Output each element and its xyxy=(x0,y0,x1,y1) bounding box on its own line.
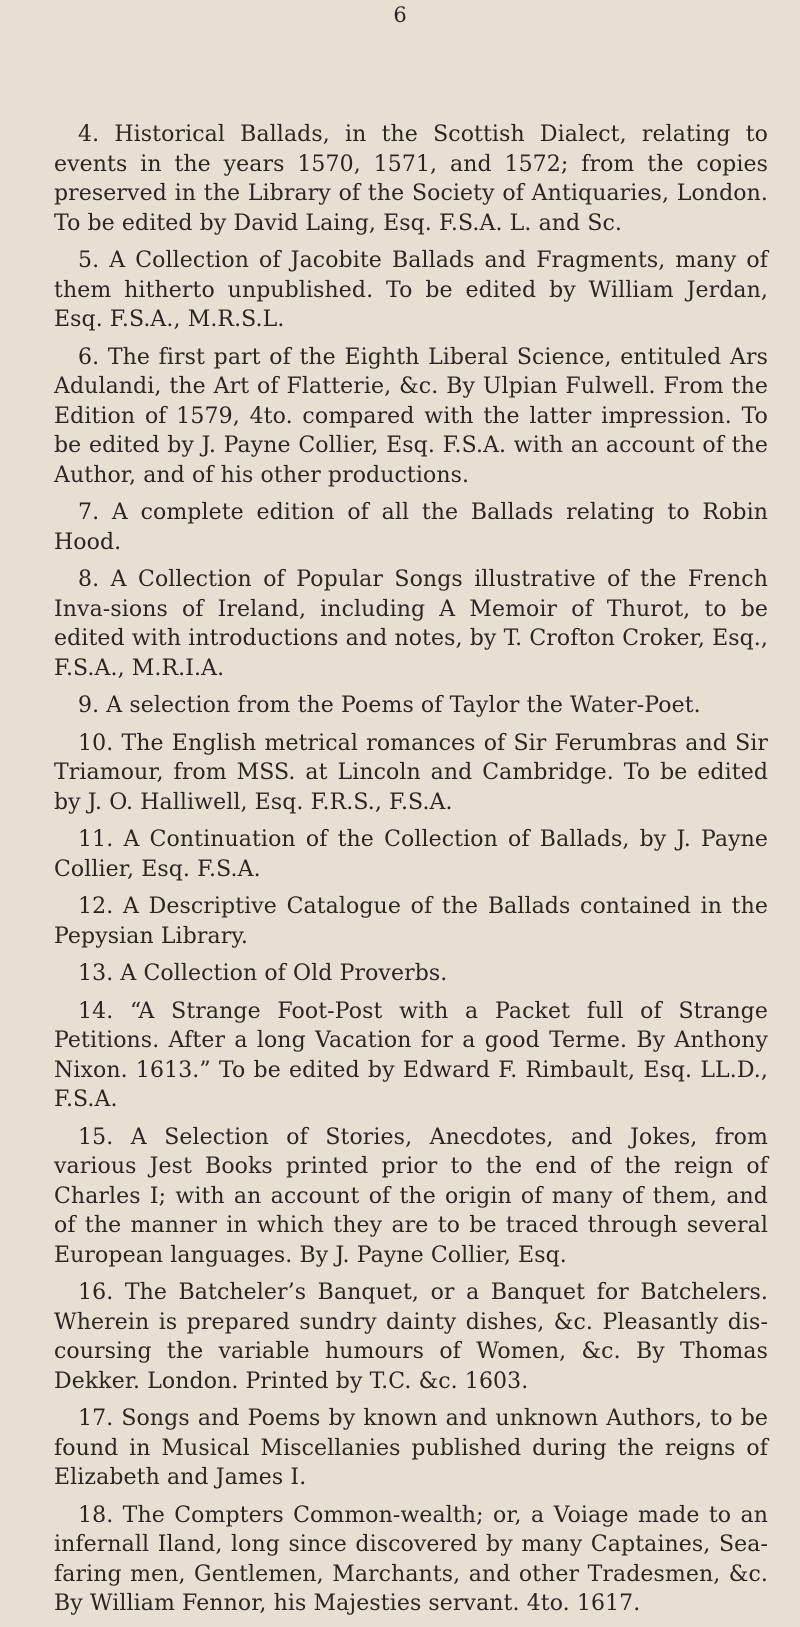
page-number: 6 xyxy=(393,3,407,27)
list-item: 17. Songs and Poems by known and unknown Authors, to be found in Musical Miscellanies published during the reigns of Elizabeth and James I. xyxy=(54,1406,768,1490)
list-item: 12. A Descriptive Catalogue of the Ballads contained in the Pepysian Library. xyxy=(54,894,768,949)
list-item: 15. A Selection of Stories, Anecdotes, and Jokes, from various Jest Books printed prior to the end of the reign of Charles I; with an account of the origin of many of them, and of the manner in which they are to be traced through several European languages. By J. Payne Collier, Esq. xyxy=(54,1124,768,1268)
list-item: 7. A complete edition of all the Ballads relating to Robin Hood. xyxy=(54,500,768,555)
list-item: 13. A Collection of Old Proverbs. xyxy=(78,961,448,986)
list-item: 6. The first part of the Eighth Liberal Science, entituled Ars Adulandi, the Art of Flatterie, &c. By Ulpian Fulwell. From the Edition of 1579, 4to. compared with the latter impression. To be edited by J. Payne Collier, Esq. F.S.A. with an account of the Author, and of his other productions. xyxy=(54,344,768,488)
list-item: 18. The Compters Common-wealth; or, a Voiage made to an infernall Iland, long since discovered by many Captaines, Sea-faring men, Gentlemen, Marchants, and other Tradesmen, &c. By William Fennor, his Majesties servant. 4to. 1617. xyxy=(54,1502,768,1616)
publication-list xyxy=(54,120,768,1627)
list-item: 8. A Collection of Popular Songs illustrative of the French Inva-sions of Ireland, including A Memoir of Thurot, to be edited with introductions and notes, by T. Crofton Croker, Esq., F.S.A., M.R.I.A. xyxy=(54,567,768,681)
list-item: 5. A Collection of Jacobite Ballads and Fragments, many of them hitherto unpublished. To be edited by William Jerdan, Esq. F.S.A., M.R.S.L. xyxy=(54,248,768,332)
list-item: 10. The English metrical romances of Sir Ferumbras and Sir Triamour, from MSS. at Lincoln and Cambridge. To be edited by J. O. Halliwell, Esq. F.R.S., F.S.A. xyxy=(54,730,768,815)
list-item: 14. “A Strange Foot-Post with a Packet full of Strange Petitions. After a long Vacation for a good Terme. By Anthony Nixon. 1613.” To be edited by Edward F. Rimbault, Esq. LL.D., F.S.A. xyxy=(54,998,768,1112)
list-item: 4. Historical Ballads, in the Scottish Dialect, relating to events in the years 1570, 1571, and 1572; from the copies preserved in the Library of the Society of Antiquaries, London. To be edited by David Laing, Esq. F.S.A. L. and Sc. xyxy=(54,122,768,236)
list-item: 11. A Continuation of the Collection of Ballads, by J. Payne Collier, Esq. F.S.A. xyxy=(54,827,768,882)
list-item: 9. A selection from the Poems of Taylor the Water-Poet. xyxy=(78,693,701,718)
list-item: 16. The Batcheler’s Banquet, or a Banquet for Batchelers. Wherein is prepared sundry dainty dishes, &c. Pleasantly dis-coursing the variable humours of Women, &c. By Thomas Dekker. London. Printed by T.C. &c. 1603. xyxy=(54,1280,768,1394)
